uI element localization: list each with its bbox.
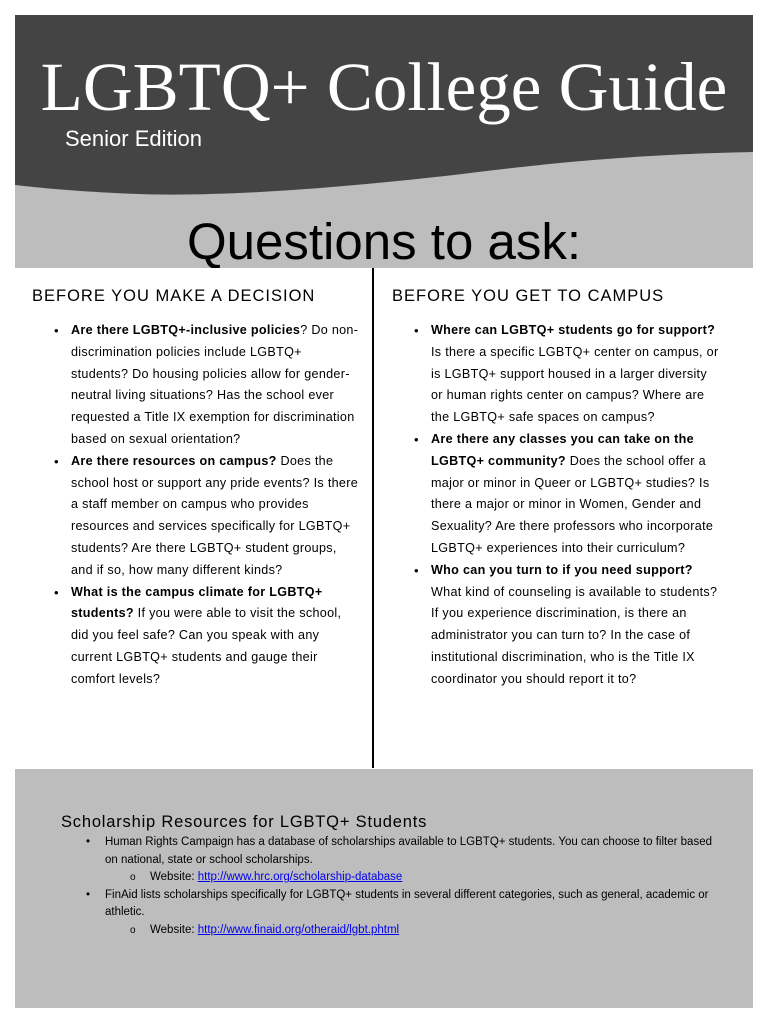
question-text: Are there any classes you can take on the LGBTQ+ community? [431,431,694,468]
question-detail: Does the school offer a major or minor in Queer or LGBTQ+ studies? Is there a major or minor in Women, Gender and Sexuality? Are there professors who incorporate LGBTQ+ experiences into their curriculum? [431,453,714,555]
page-title: LGBTQ+ College Guide [40,49,728,125]
link-label: Website: [150,923,198,936]
question-detail: If you were able to visit the school, did you feel safe? Can you speak with any current LGBTQ+ students and gauge their comfort levels? [71,606,342,686]
list-item [392,429,722,560]
question-text: Who can you turn to if you need support? [431,562,693,577]
link-label: Website: [150,871,198,883]
question-text: Where can LGBTQ+ students go for support? [431,323,716,337]
link-list [105,922,725,940]
question-detail: ? Do non-discrimination policies include LGBTQ+ students? Do housing policies allow for gender-neutral living situations? Has the school ever requested a Title IX exemption for discrimination based on sexual orientation? [71,323,359,446]
column-heading: BEFORE YOU MAKE A DECISION [32,287,316,305]
question-list [392,320,722,691]
before-decision-column [32,287,362,691]
finaid-link[interactable]: http://www.finaid.org/otheraid/lgbt.phtml [197,923,400,936]
hrc-link[interactable]: http://www.hrc.org/scholarship-database [197,871,403,883]
link-list [105,869,725,887]
edition-subtitle: Senior Edition [65,126,202,151]
column-heading: BEFORE YOU GET TO CAMPUS [392,287,665,305]
list-item [32,451,362,582]
question-detail: Is there a specific LGBTQ+ center on campus, or is LGBTQ+ support housed in a larger diversity or human rights center on campus? Where are the LGBTQ+ safe spaces on campus? [431,344,719,425]
column-divider [372,268,374,768]
link-item [105,869,725,887]
question-text: Are there resources on campus? [71,453,277,468]
question-detail: Does the school host or support any pride events? Is there a staff member on campus who provides resources and services specifically for LGBTQ+ students? Are there LGBTQ+ student groups, and if so, how many different kinds? [71,453,359,577]
list-item [32,320,362,451]
list-item [392,320,722,429]
question-detail: What kind of counseling is available to students? If you experience discrimination, is there an administrator you can turn to? In the case of institutional discrimination, who is the Title IX coordinator you should report it to? [431,584,718,686]
question-text: Are there LGBTQ+-inclusive policies [71,323,301,337]
scholarship-panel [15,769,753,1008]
list-item [392,560,722,691]
question-list [32,320,362,691]
scholarship-description: Human Rights Campaign has a database of scholarships available to LGBTQ+ students. You can choose to filter based on national, state or school scholarships. [105,836,712,866]
section-title: Questions to ask: [186,213,582,268]
header-banner [15,15,753,268]
before-campus-column [392,287,722,691]
scholarship-list [85,834,725,939]
list-item [85,887,725,940]
scholarship-title: Scholarship Resources for LGBTQ+ Students [61,813,428,831]
question-text: What is the campus climate for LGBTQ+ students? [71,584,323,621]
link-item [105,922,725,940]
scholarship-description: FinAid lists scholarships specifically for LGBTQ+ students in several different categories, such as general, academic or athletic. [105,888,709,918]
list-item [32,582,362,691]
list-item [85,834,725,887]
